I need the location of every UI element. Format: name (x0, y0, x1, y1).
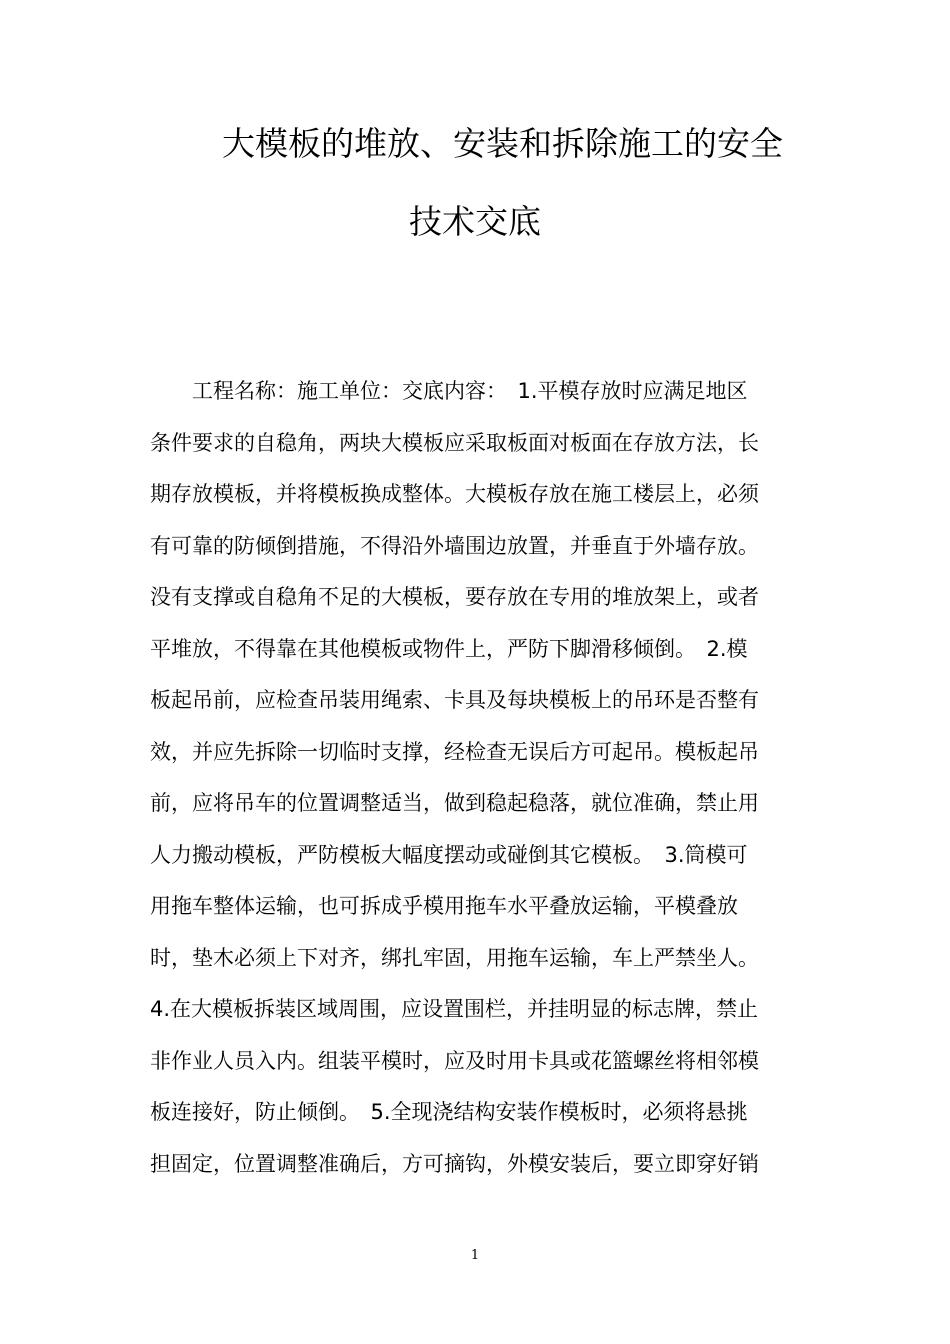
document-body (150, 366, 800, 1190)
body-line: 人力搬动模板，严防模板大幅度摆动或碰倒其它模板。 3.筒模可 (150, 842, 748, 867)
body-line: 用拖车整体运输，也可拆成乎模用拖车水平叠放运输，平模叠放 (150, 894, 738, 918)
body-line: 平堆放，不得靠在其他模板或物件上，严防下脚滑移倾倒。 2.模 (150, 636, 748, 661)
body-line: 4.在大模板拆装区域周围，应设置围栏，并挂明显的标志牌，禁止 (150, 997, 759, 1021)
body-line: 非作业人员入内。组装平模时，应及时用卡具或花篮螺丝将相邻模 (150, 1048, 759, 1073)
body-line: 板起吊前，应检查吊装用绳索、卡具及每块模板上的吊环是否整有 (150, 688, 759, 712)
body-line: 担固定，位置调整准确后，方可摘钩，外模安装后，要立即穿好销 (150, 1151, 759, 1176)
body-line: 时，垫木必须上下对齐，绑扎牢固，用拖车运输，车上严禁坐人。 (150, 945, 759, 970)
page-number: 1 (470, 1248, 480, 1263)
body-line: 没有支撑或自稳角不足的大模板，要存放在专用的堆放架上，或者 (150, 585, 759, 609)
body-line: 效，并应先拆除一切临时支撑，经检查无误后方可起吊。模板起吊 (150, 739, 759, 764)
body-line: 前，应将吊车的位置调整适当，做到稳起稳落，就位准确，禁止用 (150, 791, 759, 815)
body-line: 期存放模板，并将模板换成整体。大模板存放在施工楼层上，必须 (150, 482, 759, 506)
document-title-line-2: 技术交底 (409, 202, 541, 241)
body-line: 条件要求的自稳角，两块大模板应采取板面对板面在存放方法，长 (150, 430, 759, 455)
document-title-line-1: 大模板的堆放、安装和拆除施工的安全 (222, 124, 783, 163)
body-line: 有可靠的防倾倒措施，不得沿外墙围边放置，并垂直于外墙存放。 (150, 533, 759, 558)
body-line: 板连接好，防止倾倒。 5.全现浇结构安装作模板时，必须将悬挑 (150, 1100, 748, 1124)
body-line: 工程名称：施工单位：交底内容： 1.平模存放时应满足地区 (150, 379, 748, 403)
